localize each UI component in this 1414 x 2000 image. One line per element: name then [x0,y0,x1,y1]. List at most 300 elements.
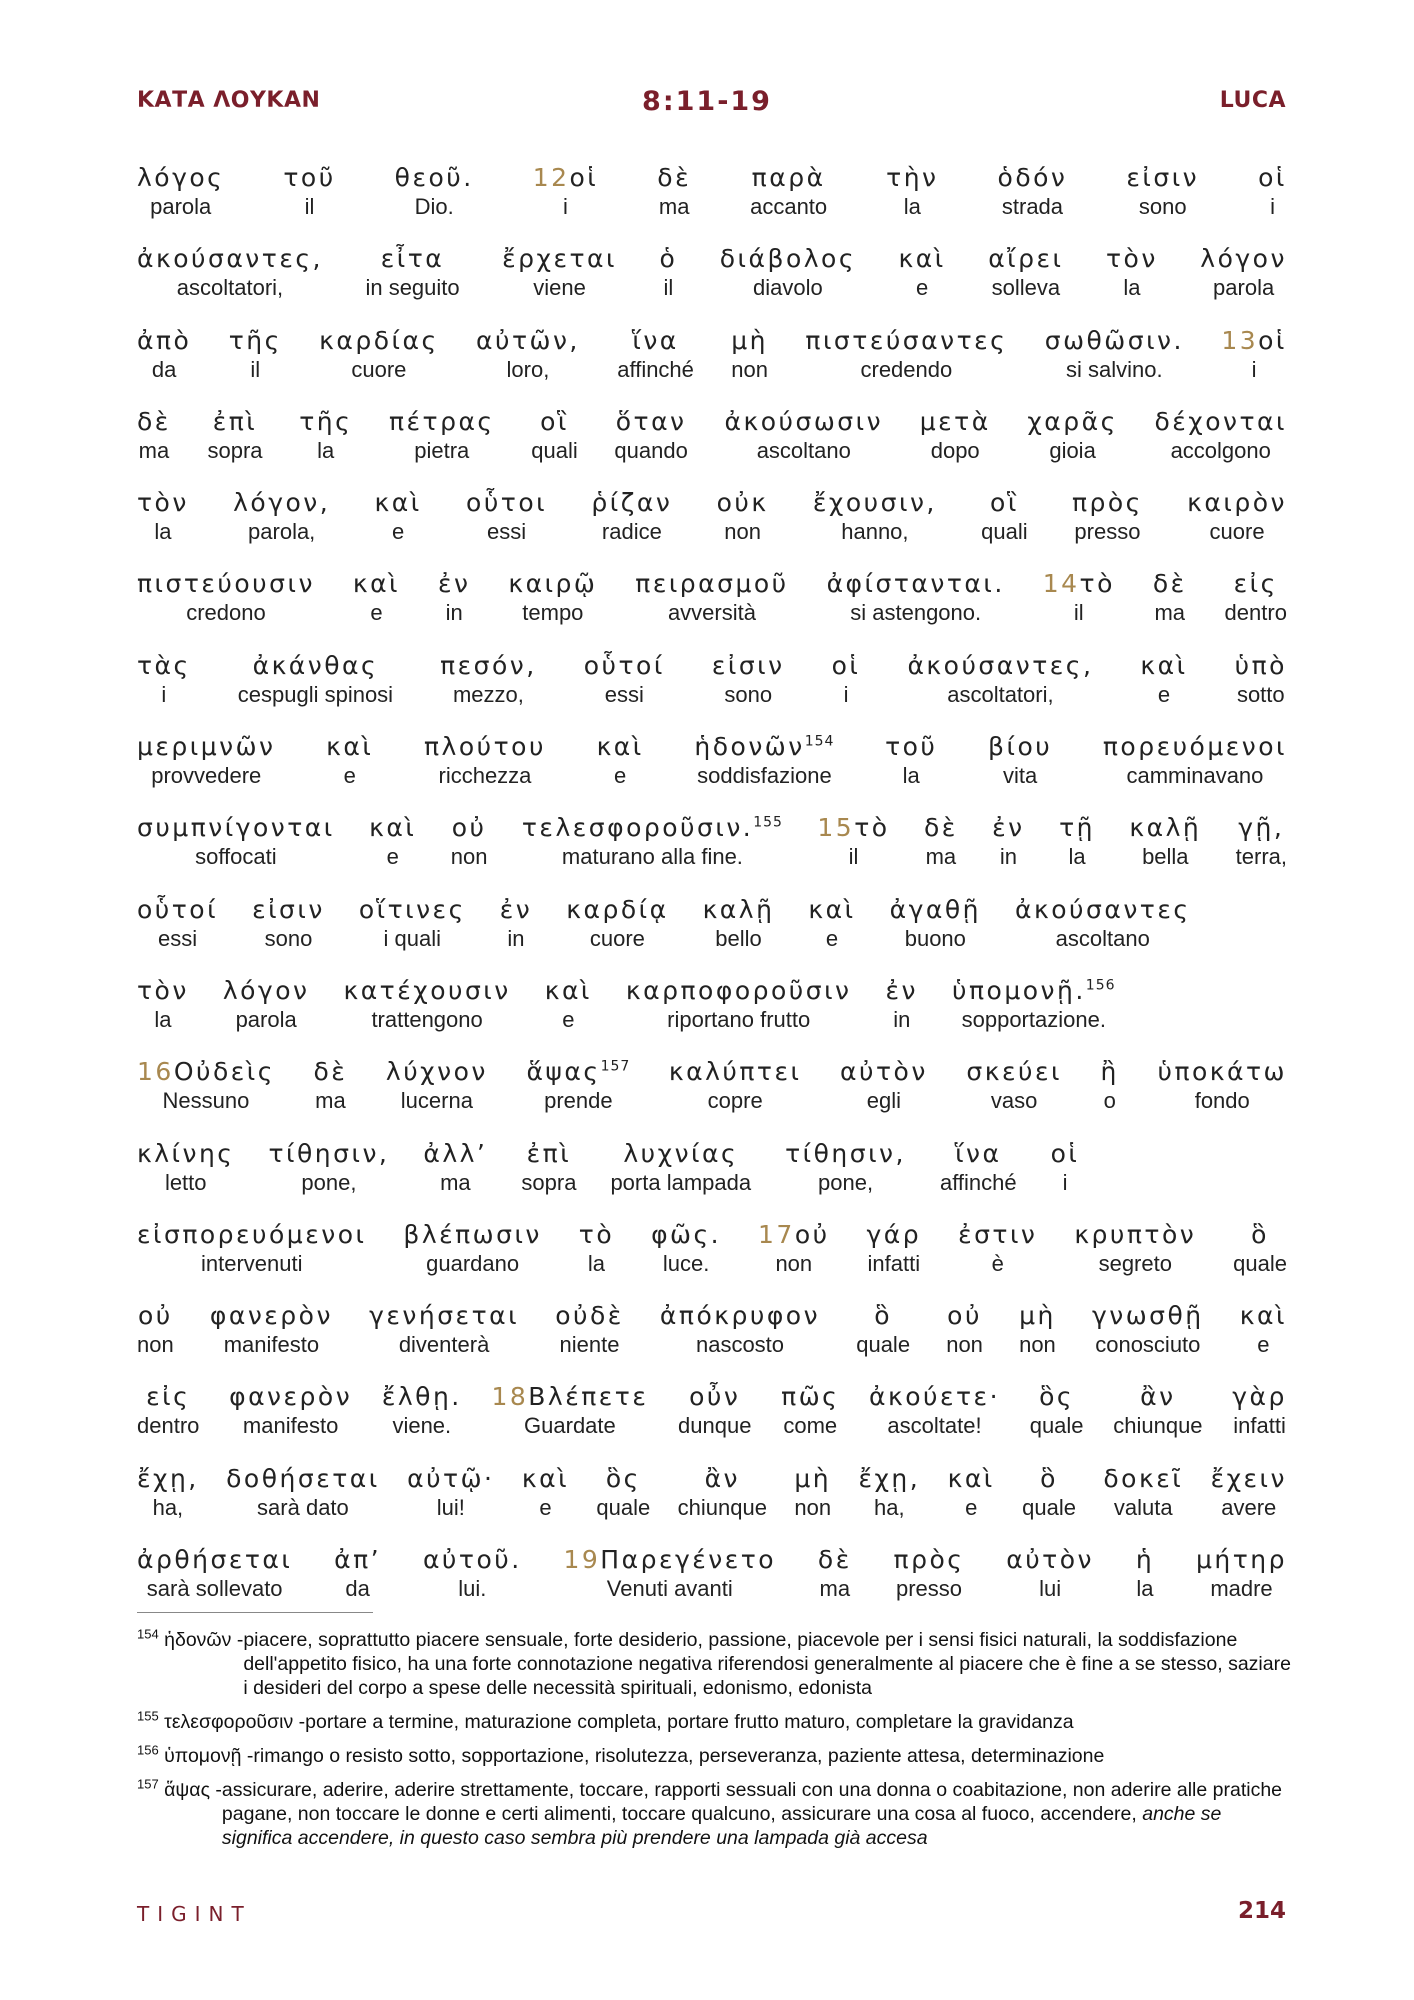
greek-text: καὶ [808,894,856,924]
interlinear-line [137,650,1287,731]
italian-gloss: sotto [1236,681,1285,707]
italian-gloss: sarà sollevato [146,1576,283,1602]
italian-gloss: valuta [1113,1494,1173,1520]
italian-gloss: soddisfazione [697,763,832,789]
greek-word [137,1219,366,1251]
word-pair [137,1219,366,1277]
italian-gloss: intervenuti [200,1250,303,1276]
word-pair [626,975,852,1033]
word-pair [369,812,416,870]
greek-text: πορευόμενοι [1102,732,1287,762]
word-pair [424,731,546,789]
word-pair [596,1463,650,1521]
word-pair [1015,894,1191,952]
italian-gloss: da [345,1576,370,1602]
italian-gloss: bella [1142,844,1189,870]
word-pair [856,1300,910,1358]
word-pair [299,406,352,464]
word-pair [1225,568,1287,626]
italian-gloss: terra, [1235,844,1287,870]
greek-word [988,731,1052,763]
word-pair [1043,568,1115,626]
greek-word [137,975,189,1007]
footnote-number: 156 [137,1742,159,1758]
greek-word [1103,731,1287,763]
verse-number: 12 [532,163,570,192]
word-pair [669,1056,802,1114]
word-pair [597,731,644,789]
word-pair [946,1300,983,1358]
italian-gloss: presso [1074,519,1141,545]
verse-number: 18 [491,1382,529,1412]
italian-gloss: cuore [1209,519,1265,545]
word-pair [137,894,218,952]
greek-word [689,1381,740,1413]
greek-word [1126,162,1199,194]
greek-text: αὐτὸν [840,1057,928,1087]
word-pair [476,325,580,383]
word-pair [137,975,189,1033]
italian-gloss: diventerà [398,1332,490,1358]
greek-text: ἀκούσαντες, [907,650,1094,680]
greek-text: καλῇ [1129,813,1202,843]
greek-word [137,487,189,519]
greek-text: τίθησιν, [268,1138,390,1168]
italian-gloss: quali [981,519,1028,545]
footnote-ref[interactable]: 156 [1085,977,1116,994]
word-pair [907,650,1093,708]
greek-text: ὑπομονῇ. [952,975,1086,1005]
italian-gloss: Nessuno [162,1088,250,1114]
greek-text: καὶ [1140,650,1188,680]
word-pair [813,487,937,545]
greek-text: τῇ [1059,813,1095,843]
italian-gloss: madre [1210,1576,1273,1602]
greek-text: κρυπτὸν [1074,1219,1197,1249]
italian-gloss: ha, [152,1494,184,1520]
greek-word [1103,1463,1183,1495]
footnote [137,1744,1297,1768]
italian-gloss: Dio. [414,194,454,219]
italian-gloss: non [450,844,488,870]
greek-word [948,1463,995,1495]
greek-text: βλέπωσιν [403,1219,542,1249]
italian-gloss: quale [1029,1413,1084,1439]
greek-word [874,1300,892,1332]
greek-word [840,1056,928,1088]
word-pair [988,731,1052,789]
greek-text: τοῦ [283,163,336,192]
greek-word [752,162,826,194]
greek-word [223,975,310,1007]
greek-word [233,487,330,519]
footnote-ref[interactable]: 155 [753,815,783,832]
greek-word [137,568,315,600]
greek-text: ἀκούσωσιν [724,406,884,436]
greek-word [1015,894,1191,926]
word-pair [1103,1463,1183,1521]
greek-word [386,1056,488,1088]
greek-word [375,487,422,519]
greek-word [992,812,1024,844]
greek-text: τὸν [137,488,189,518]
word-pair [1232,1381,1287,1439]
word-pair [566,894,668,952]
word-pair [137,1381,199,1439]
greek-word [1211,1463,1287,1495]
greek-word [955,1138,1001,1170]
greek-word [597,731,644,763]
word-pair [712,650,785,708]
footnote-text: rimango o resisto sotto, sopportazione, risolutezza, perseveranza, paziente attesa, determinazione [253,1745,1105,1767]
greek-text: αὐτοῦ. [422,1545,522,1575]
italian-gloss: accanto [750,194,828,219]
greek-word [924,812,958,844]
greek-text: δὲ [1152,569,1187,599]
greek-text: ὃ [874,1301,893,1331]
greek-word [867,1219,922,1251]
italian-gloss: sopra [521,1169,577,1195]
greek-text: πιστεύσαντες [805,325,1008,355]
italian-gloss: Guardate [524,1413,616,1439]
italian-gloss: non [946,1332,983,1358]
word-pair [334,1544,381,1602]
greek-word [1140,1381,1175,1413]
word-pair [948,1463,995,1521]
interlinear-line [137,1056,1287,1137]
greek-text: ὃς [605,1463,641,1493]
greek-word [606,1463,641,1495]
greek-text: τοῦ [885,732,938,762]
word-pair [466,487,547,545]
word-pair [758,1219,830,1277]
greek-text: πεσόν, [440,650,537,680]
italian-gloss: sopra [207,437,263,463]
italian-gloss: i [161,681,167,707]
greek-text: ἐν [992,813,1025,843]
italian-gloss: guardano [426,1250,520,1276]
greek-text: ἔχειν [1210,1463,1287,1493]
word-pair [137,731,276,789]
italian-gloss: in [893,1006,911,1032]
word-pair [522,812,783,870]
greek-word [382,1381,462,1413]
word-pair [233,487,330,545]
greek-word [527,1138,572,1170]
footnote-lead: $^{154}$ ἡδονῶν - [137,1626,244,1651]
footnote-divider [137,1612,373,1613]
footnotes [137,1628,1297,1860]
italian-gloss: infatti [867,1250,921,1276]
word-pair [137,1463,199,1521]
greek-text: συμπνίγονται [137,813,335,843]
footnote-term: ὑπομονῇ [164,1745,242,1767]
word-pair [750,162,827,220]
greek-text: οὐ [137,1301,173,1331]
greek-text: οὐ [794,1219,830,1249]
greek-word [252,894,325,926]
footnote-term: ἅψας [164,1779,210,1801]
greek-text: τελεσφοροῦσιν. [521,813,754,843]
footnote-ref[interactable]: 157 [600,1058,631,1075]
word-pair [137,406,171,464]
greek-text: φῶς. [651,1219,722,1249]
greek-text: καὶ [898,244,946,274]
greek-word [500,894,532,926]
italian-gloss: in [999,844,1017,870]
greek-word [137,812,335,844]
italian-gloss: in seguito [365,275,460,301]
italian-gloss: pone, [301,1169,357,1195]
greek-word [213,406,258,438]
italian-gloss: e [539,1494,552,1520]
greek-text: πρὸς [1071,488,1143,518]
greek-word [146,1381,190,1413]
greek-text: γῇ, [1238,813,1285,843]
greek-word [1092,1300,1204,1332]
greek-text: θεοῦ. [394,163,474,192]
greek-text: ἀγαθῇ [889,894,982,924]
word-pair [137,1056,275,1114]
greek-text: δὲ [657,163,692,192]
interlinear-line [137,894,1287,975]
greek-word [545,975,592,1007]
word-pair [1200,243,1287,301]
italian-gloss: cuore [589,925,645,951]
italian-gloss: nascosto [695,1332,785,1358]
greek-word [794,1463,831,1495]
word-pair [808,894,855,952]
interlinear-line [137,1300,1287,1381]
greek-text: ἐστιν [958,1219,1038,1249]
italian-gloss: non [794,1494,832,1520]
greek-text: ἐν [437,569,471,599]
italian-gloss: lui [1039,1576,1062,1602]
greek-word [314,1056,348,1088]
greek-word [566,894,668,926]
greek-word [858,1463,920,1495]
greek-text: καιρὸν [1187,488,1287,518]
greek-word [299,406,352,438]
interlinear-line [137,731,1287,812]
greek-text: τὸν [137,975,189,1005]
italian-gloss: la [587,1250,606,1276]
word-pair [521,1138,576,1196]
greek-word [623,1138,738,1170]
word-pair [137,487,189,545]
greek-text: μὴ [794,1463,832,1493]
greek-text: καρποφοροῦσιν [625,975,852,1005]
word-pair [579,1219,614,1277]
greek-text: οὐ [451,813,487,843]
word-pair [1019,1300,1056,1358]
greek-word [369,812,416,844]
greek-word [781,1381,839,1413]
greek-text: ἀπόκρυφον [659,1301,821,1331]
greek-word [522,812,783,844]
italian-gloss: la [1123,275,1141,301]
greek-text: μήτηρ [1195,1545,1287,1575]
italian-gloss: hanno, [841,519,909,545]
greek-text: δὲ [137,406,171,436]
italian-gloss: i [1251,356,1257,382]
footnote-number: 157 [137,1776,159,1792]
word-pair [920,406,991,464]
greek-text: καὶ [1239,1301,1287,1331]
italian-gloss: non [137,1332,174,1358]
greek-word [137,406,171,438]
greek-text: αἴρει [988,244,1064,274]
footnote-text: portare a termine, maturazione completa, portare frutto maturo, completare la gravidanza [305,1711,1074,1733]
italian-gloss: la [1136,1576,1154,1602]
greek-text: ἡδονῶν [694,732,805,762]
greek-text: τῆς [228,325,282,355]
greek-word [229,325,282,357]
verse-number: 19 [563,1545,601,1575]
word-pair [1258,162,1287,220]
interlinear-line [137,162,1287,243]
greek-text: σωθῶσιν. [1044,325,1184,355]
greek-text: φανερὸν [209,1301,333,1331]
greek-word [137,1463,199,1495]
greek-word [1157,1056,1287,1088]
greek-text: εἰς [146,1382,191,1412]
footnote-ref[interactable]: 154 [804,733,835,750]
italian-gloss: camminavano [1126,763,1264,789]
greek-text: χαρᾶς [1027,406,1118,436]
italian-gloss: e [825,925,839,951]
word-pair [229,325,282,383]
word-pair [591,487,672,545]
greek-word [319,325,439,357]
word-pair [1187,487,1287,545]
italian-gloss: affinché [939,1169,1017,1195]
word-pair [226,1463,380,1521]
greek-word [403,1219,542,1251]
greek-text: ὃς [1039,1382,1075,1412]
italian-gloss: radice [601,519,662,545]
greek-text: οὗτοί [583,650,665,680]
greek-word [438,568,470,600]
word-pair [657,162,691,220]
greek-text: ἀκάνθας [252,650,379,680]
greek-word [1235,650,1287,682]
interlinear-text [137,162,1287,1625]
greek-word [660,1300,820,1332]
greek-text: ἀρθήσεται [137,1545,293,1575]
greek-word [389,406,495,438]
word-pair [1140,650,1187,708]
greek-text: ἢ [1100,1057,1119,1087]
greek-text: οἱ [1050,1138,1080,1168]
word-pair [407,1463,494,1521]
greek-word [334,1544,381,1576]
greek-text: τὴν [886,163,939,192]
greek-text: κλίνης [137,1138,235,1168]
italian-gloss: dentro [1224,600,1287,626]
italian-gloss: parola [1213,275,1275,301]
greek-word [423,1138,487,1170]
greek-text: δὲ [923,813,958,843]
word-pair [137,1300,174,1358]
word-pair [522,1463,569,1521]
header-reference: 8:11-19 [642,86,772,117]
word-pair [1074,1219,1196,1277]
italian-gloss: il [663,275,674,301]
greek-word [725,406,884,438]
word-pair [137,243,323,301]
italian-gloss: ma [138,437,170,463]
greek-text: ἵνα [955,1138,1002,1168]
greek-text: ἔρχεται [502,244,617,274]
word-pair [1101,1056,1119,1114]
word-pair [365,243,459,301]
italian-gloss: parola [150,194,212,219]
greek-word [758,1219,830,1251]
footnote-number: 155 [137,1708,159,1724]
greek-text: ἀκούσαντες, [137,244,323,274]
greek-word [359,894,466,926]
greek-text: καὶ [352,569,401,599]
word-pair [1157,1056,1287,1114]
italian-gloss: dopo [930,437,980,463]
word-pair [500,894,532,952]
greek-word [584,650,665,682]
italian-gloss: ascoltano [1055,925,1150,951]
italian-gloss: manifesto [223,1332,320,1358]
interlinear-line [137,243,1287,324]
verse-number: 17 [758,1219,795,1249]
greek-word [1040,1463,1058,1495]
greek-word [579,1219,614,1251]
greek-word [1232,1381,1287,1413]
italian-gloss: sarà dato [257,1494,349,1520]
word-pair [678,1463,767,1521]
greek-text: τὸ [854,813,890,843]
greek-text: κατέχουσιν [343,975,511,1005]
italian-gloss: ha, [874,1494,905,1520]
italian-gloss: manifesto [242,1413,339,1439]
interlinear-line [137,1381,1287,1462]
word-pair [981,487,1027,545]
greek-word [137,1056,275,1088]
word-pair [617,325,694,383]
greek-text: καρδίᾳ [566,894,669,924]
greek-word [353,568,400,600]
header-book-greek: ΚΑΤΑ ΛΟΥΚΑΝ [137,88,321,113]
greek-word [1136,1544,1154,1576]
word-pair [423,1138,487,1196]
word-pair [137,325,191,383]
greek-text: πέτρας [388,406,495,436]
word-pair [805,325,1007,383]
italian-gloss: loro, [506,356,550,382]
greek-text: τὸν [1105,244,1158,274]
word-pair [382,1381,462,1439]
italian-gloss: i [843,681,849,707]
greek-word [137,1138,234,1170]
italian-gloss: strada [1001,194,1064,219]
greek-text: ὃ [1251,1219,1269,1249]
word-pair [659,243,677,301]
verse-number: 14 [1042,569,1080,599]
greek-word [720,243,856,275]
greek-text: ἀκούσαντες [1015,894,1191,924]
italian-gloss: segreto [1098,1250,1172,1276]
italian-gloss: la [154,519,172,545]
greek-text: ὅταν [615,406,687,436]
greek-word [832,650,861,682]
